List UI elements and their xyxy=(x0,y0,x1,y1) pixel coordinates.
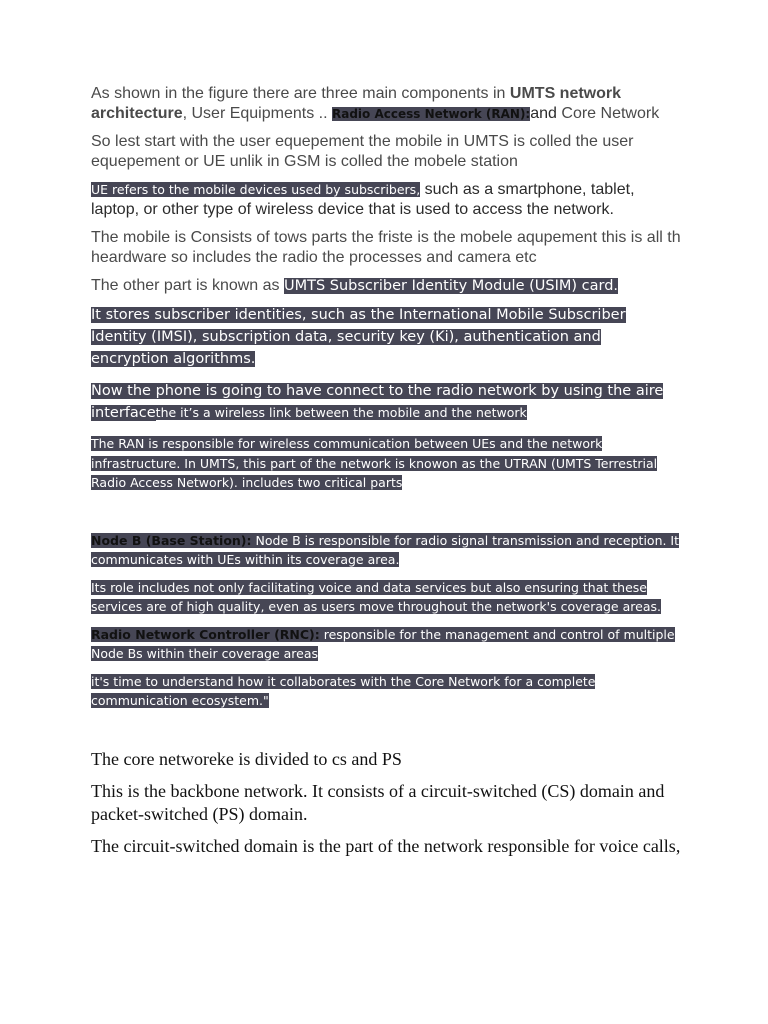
circuit-switched-paragraph: The circuit-switched domain is the part of the network responsible for voice calls, xyxy=(91,835,681,856)
ue-definition-highlight: UE refers to the mobile devices used by subscribers, xyxy=(91,182,421,197)
node-b-term: Node B (Base Station): xyxy=(91,532,252,548)
rnc-paragraph xyxy=(91,625,681,663)
node-b-role-highlight: Its role includes not only facilitating voice and data services but also ensuring that these services are of high quality, even as users move throughout the network's coverage areas. xyxy=(91,579,661,614)
usim-text: The other part is known as xyxy=(91,277,284,294)
intro-text-d: Core Network xyxy=(556,105,660,122)
mobile-parts-paragraph: The mobile is Consists of tows parts the friste is the mobele aqupement this is all th heardware so includes the radio the processes and camera etc xyxy=(91,229,681,266)
core-network-heading: The core networeke is divided to cs and PS xyxy=(91,748,402,769)
core-collab-highlight: it's time to understand how it collaborates with the Core Network for a complete communication ecosystem." xyxy=(91,673,596,708)
ran-highlight-text: The RAN is responsible for wireless communication between UEs and the network infrastructure. In UMTS, this part of the network is knowon as the UTRAN (UMTS Terrestrial Radio Access Network). includes two critical parts xyxy=(91,436,658,490)
ran-paragraph xyxy=(91,434,681,493)
node-b-paragraph xyxy=(91,531,681,569)
rnc-text: responsible for the management and control of multiple Node Bs within their coverage areas xyxy=(91,626,675,661)
rnc-term: Radio Network Controller (RNC): xyxy=(91,626,320,642)
ue-intro-paragraph: So lest start with the user equepement the mobile in UMTS is colled the user equepement or UE unlik in GSM is colled the mobele station xyxy=(91,133,634,170)
intro-text-b: , User Equipments .. xyxy=(182,105,332,122)
umts-bold-term: UMTS network architecture xyxy=(91,85,622,122)
intro-text: As shown in the figure there are three main components in xyxy=(91,85,510,102)
air-interface-paragraph xyxy=(91,380,681,424)
node-b-text: Node B is responsible for radio signal transmission and reception. It communicates with UEs within its coverage area. xyxy=(91,532,680,567)
usim-paragraph xyxy=(91,276,681,296)
backbone-paragraph: This is the backbone network. It consists of a circuit-switched (CS) domain and packet-switched (PS) domain. xyxy=(91,780,665,824)
air-interface-highlight: Now the phone is going to have connect to the radio network by using the aire interface xyxy=(91,383,664,421)
usim-stores-highlight: It stores subscriber identities, such as the International Mobile Subscriber Identity (IMSI), subscription data, security key (Ki), authentication and encryption algorithms. xyxy=(91,307,626,367)
usim-stores-paragraph xyxy=(91,304,681,370)
ue-definition-paragraph xyxy=(91,180,681,220)
intro-text-c: and xyxy=(530,105,557,122)
ran-highlight: Radio Access Network (RAN): xyxy=(331,107,531,121)
core-collab-paragraph xyxy=(91,672,681,710)
document-page xyxy=(91,84,681,867)
wireless-link-highlight: the it’s a wireless link between the mobile and the network xyxy=(155,405,527,420)
node-b-role-paragraph xyxy=(91,578,681,616)
usim-highlight: UMTS Subscriber Identity Module (USIM) card. xyxy=(283,278,619,294)
intro-paragraph xyxy=(91,84,681,124)
ue-definition-text: such as a smartphone, tablet, laptop, or other type of wireless device that is used to access the network. xyxy=(91,181,635,218)
